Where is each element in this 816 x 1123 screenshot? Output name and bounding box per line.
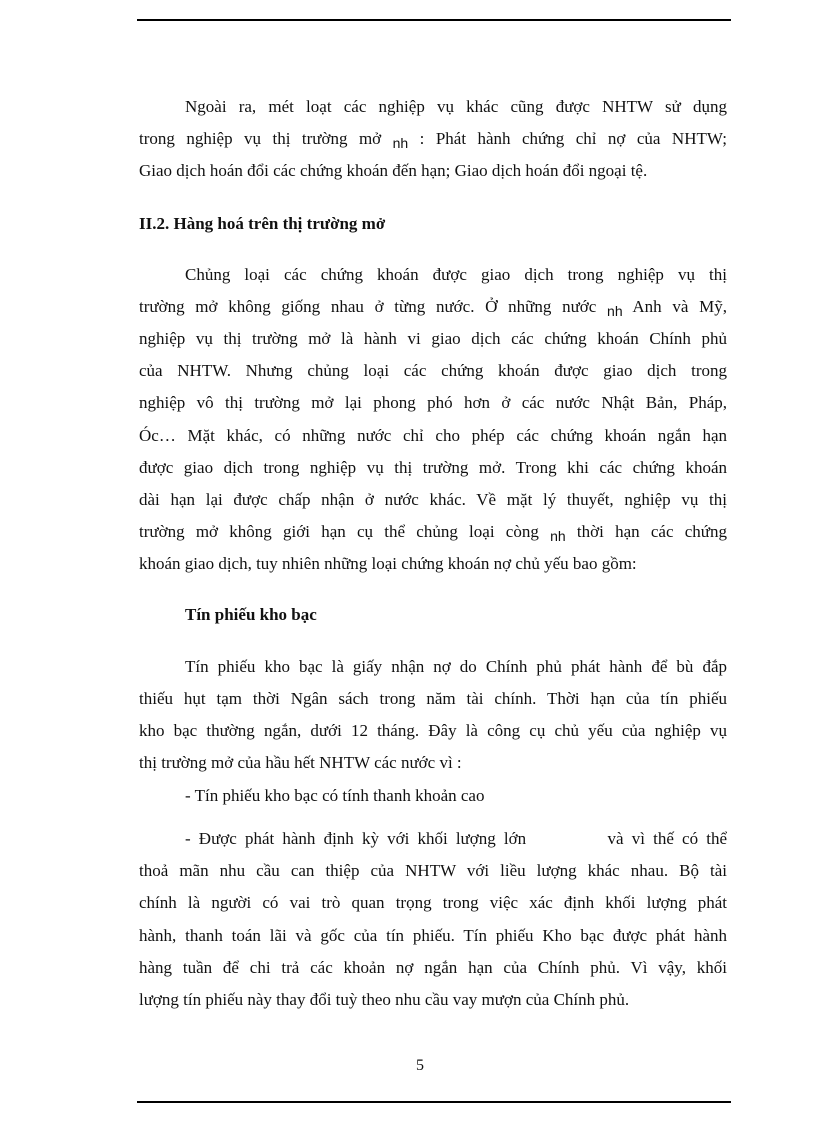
text-line: Ngoài ra, mét loạt các nghiệp vụ khác cũng được NHTW sử dụng <box>185 97 727 116</box>
text-line: nghiệp vụ thị trường mở là hành vi giao dịch các chứng khoán Chính phủ <box>139 329 727 348</box>
text-line: - Được phát hành định kỳ với khối lượng lớn và vì thế có thể <box>185 829 727 848</box>
text-line: được giao dịch trong nghiệp vụ thị trường mở. Trong khi các chứng khoán <box>139 458 727 477</box>
text-line: Chủng loại các chứng khoán được giao dịch trong nghiệp vụ thị <box>185 265 727 284</box>
text-line: trong nghiệp vụ thị trường mở $_{nh}$ : Phát hành chứng chỉ nợ của NHTW; <box>139 129 727 151</box>
footer-rule <box>137 1101 731 1103</box>
text-line: khoán giao dịch, tuy nhiên những loại chứng khoán nợ chủ yếu bao gồm: <box>139 554 637 573</box>
header-rule <box>137 19 731 21</box>
text-line: trường mở không giống nhau ở từng nước. Ở những nước $_{nh}$ Anh và Mỹ, <box>139 297 727 319</box>
text-line: Giao dịch hoán đổi các chứng khoán đến hạn; Giao dịch hoán đổi ngoại tệ. <box>139 161 648 180</box>
text-line: nghiệp vô thị trường mở lại phong phó hơn ở các nước Nhật Bản, Pháp, <box>139 393 727 412</box>
section-heading: II.2. Hàng hoá trên thị trường mở <box>139 214 386 233</box>
text-line: thị trường mở của hầu hết NHTW các nước vì : <box>139 753 462 772</box>
text-line: của NHTW. Nhưng chủng loại các chứng khoán được giao dịch trong <box>139 361 727 380</box>
text-line: hàng tuần để chi trả các khoản nợ ngắn hạn của Chính phủ. Vì vậy, khối <box>139 958 727 977</box>
text-line: lượng tín phiếu này thay đổi tuỳ theo nhu cầu vay mượn của Chính phủ. <box>139 990 630 1009</box>
text-line: trường mở không giới hạn cụ thể chủng loại còng $_{nh}$ thời hạn các chứng <box>139 522 727 544</box>
text-line: thiếu hụt tạm thời Ngân sách trong năm tài chính. Thời hạn của tín phiếu <box>139 689 727 708</box>
text-line: hành, thanh toán lãi và gốc của tín phiếu. Tín phiếu Kho bạc được phát hành <box>139 926 727 945</box>
text-line: chính là người có vai trò quan trọng trong việc xác định khối lượng phát <box>139 893 727 912</box>
text-line: dài hạn lại được chấp nhận ở nước khác. Về mặt lý thuyết, nghiệp vụ thị <box>139 490 727 509</box>
text-line: thoả mãn nhu cầu can thiệp của NHTW với liều lượng khác nhau. Bộ tài <box>139 861 727 880</box>
text-line: Tín phiếu kho bạc là giấy nhận nợ do Chính phủ phát hành để bù đắp <box>185 657 727 676</box>
subheading: Tín phiếu kho bạc <box>185 605 317 624</box>
page-number: 5 <box>416 1057 424 1074</box>
bullet-item: - Tín phiếu kho bạc có tính thanh khoản cao <box>185 786 485 805</box>
text-line: kho bạc thường ngắn, dưới 12 tháng. Đây là công cụ chủ yếu của nghiệp vụ <box>139 721 727 740</box>
text-line: Óc… Mặt khác, có những nước chỉ cho phép các chứng khoán ngắn hạn <box>139 426 727 445</box>
